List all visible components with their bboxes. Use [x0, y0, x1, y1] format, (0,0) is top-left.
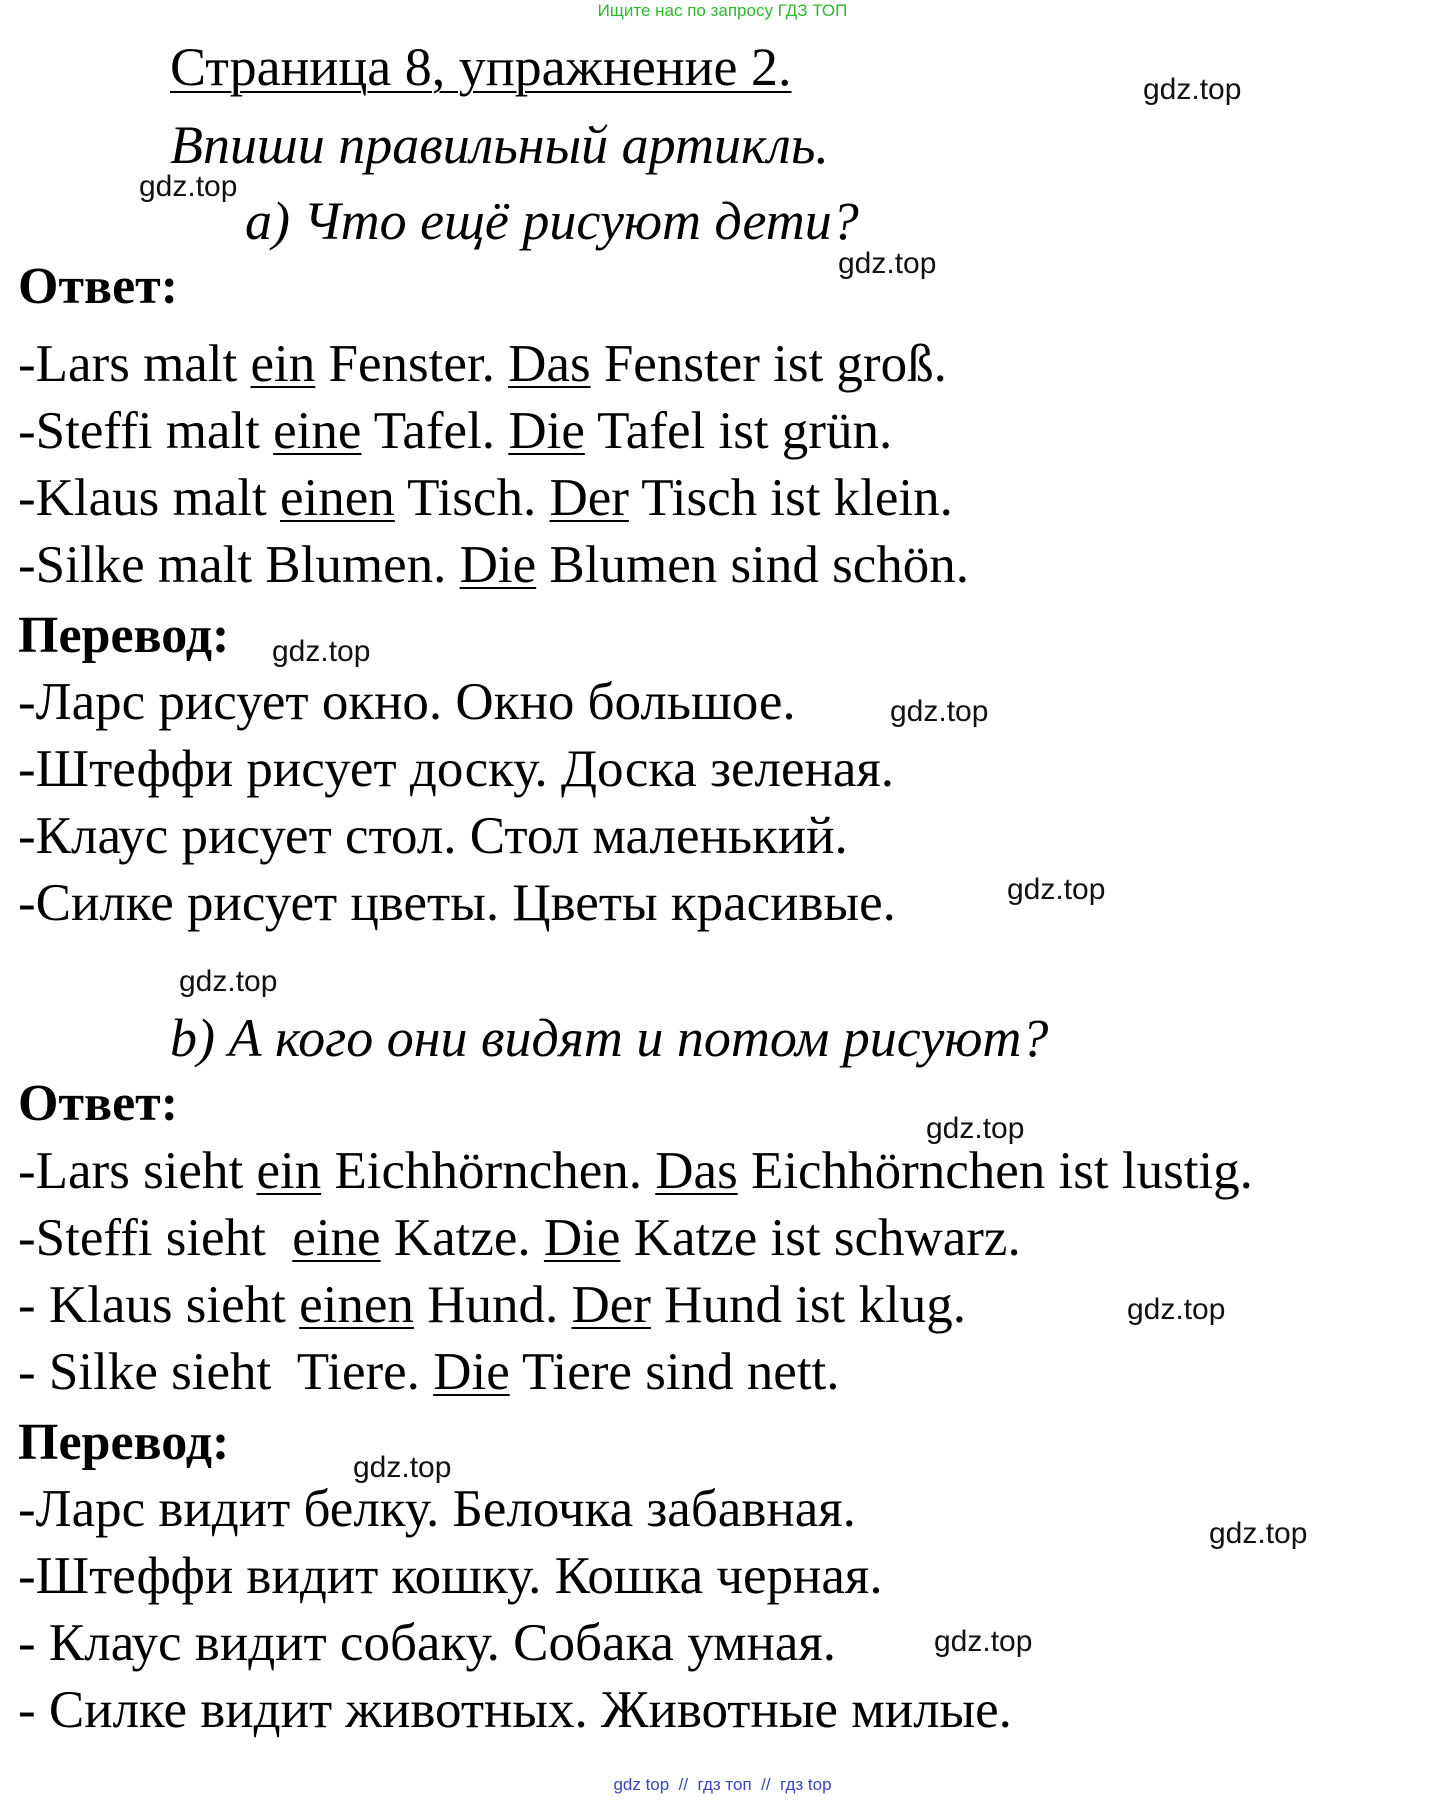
answer-line: - Silke sieht Tiere. Die Tiere sind nett.: [18, 1343, 840, 1401]
watermark: gdz.top: [838, 247, 937, 280]
question-b: b) А кого они видят и потом рисуют?: [170, 1008, 1049, 1068]
watermark: gdz.top: [1143, 73, 1242, 106]
watermark: gdz.top: [1209, 1517, 1308, 1550]
footer-links[interactable]: gdz top // гдз топ // гдз top: [613, 1775, 832, 1794]
translation-line: - Клаус видит собаку. Собака умная.: [18, 1614, 837, 1672]
answer-line: -Silke malt Blumen. Die Blumen sind schön.: [18, 536, 969, 594]
translation-line: -Силке рисует цветы. Цветы красивые.: [18, 874, 896, 932]
watermark: gdz.top: [139, 170, 238, 203]
question-a: a) Что ещё рисуют дети?: [245, 191, 859, 251]
answer-line: -Klaus malt einen Tisch. Der Tisch ist klein.: [18, 469, 953, 527]
answer-line: -Lars sieht ein Eichhörnchen. Das Eichhörnchen ist lustig.: [18, 1142, 1253, 1200]
translation-line: -Клаус рисует стол. Стол маленький.: [18, 807, 848, 865]
answer-line: - Klaus sieht einen Hund. Der Hund ist klug.: [18, 1276, 966, 1334]
watermark: gdz.top: [179, 965, 278, 998]
watermark: gdz.top: [926, 1112, 1025, 1145]
watermark: gdz.top: [272, 635, 371, 668]
answer-heading-b: Ответ:: [18, 1075, 179, 1132]
translation-heading-b: Перевод:: [18, 1414, 230, 1471]
page-title: Страница 8, упражнение 2.: [170, 37, 792, 97]
watermark: gdz.top: [934, 1625, 1033, 1658]
top-search-link[interactable]: Ищите нас по запросу ГДЗ ТОП: [597, 1, 848, 20]
answer-heading-a: Ответ:: [18, 258, 179, 315]
watermark: gdz.top: [890, 695, 989, 728]
translation-heading-a: Перевод:: [18, 607, 230, 664]
watermark: gdz.top: [1007, 873, 1106, 906]
answer-line: -Lars malt ein Fenster. Das Fenster ist groß.: [18, 335, 947, 393]
translation-line: -Штеффи рисует доску. Доска зеленая.: [18, 740, 895, 798]
translation-line: -Ларс видит белку. Белочка забавная.: [18, 1480, 856, 1538]
task-instruction: Впиши правильный артикль.: [170, 115, 829, 175]
translation-line: -Ларс рисует окно. Окно большое.: [18, 673, 796, 731]
translation-line: -Штеффи видит кошку. Кошка черная.: [18, 1547, 883, 1605]
watermark: gdz.top: [1127, 1293, 1226, 1326]
watermark: gdz.top: [353, 1451, 452, 1484]
answer-line: -Steffi sieht eine Katze. Die Katze ist schwarz.: [18, 1209, 1021, 1267]
translation-line: - Силке видит животных. Животные милые.: [18, 1681, 1012, 1739]
answer-line: -Steffi malt eine Tafel. Die Tafel ist grün.: [18, 402, 893, 460]
